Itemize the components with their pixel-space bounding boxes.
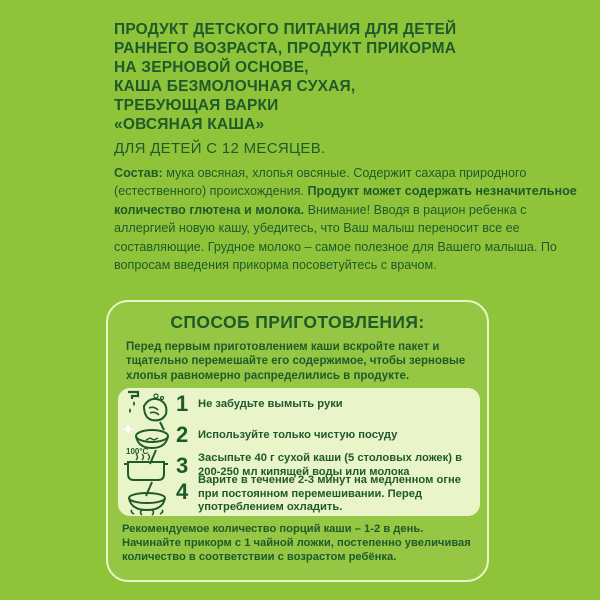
cooking-pot-icon	[122, 480, 172, 520]
boiling-pot-icon	[122, 446, 172, 482]
composition-ingredients: мука овсяная, хлопья овсяные. Содержит сахара природного (естественного) происхождения.	[114, 166, 527, 199]
preparation-heading: СПОСОБ ПРИГОТОВЛЕНИЯ:	[170, 312, 425, 332]
composition-label: Состав:	[114, 166, 163, 180]
step-number: 2	[176, 422, 189, 447]
recommendation-text: Рекомендуемое количество порций каши – 1-2 в день. Начинайте прикорм с 1 чайной ложки, постепенно увеличивая количество в соответствии с возрастом ребёнка.	[122, 523, 471, 564]
composition-warning: Продукт может содержать незначительное количество глютена и молока.	[114, 184, 577, 217]
title-line: КАША БЕЗМОЛОЧНАЯ СУХАЯ,	[114, 78, 356, 95]
step-number: 3	[176, 453, 189, 478]
title-line: НА ЗЕРНОВОЙ ОСНОВЕ,	[114, 59, 309, 76]
product-title	[114, 20, 584, 134]
step-text: Засыпьте 40 г сухой каши (5 столовых ложек) в 200-250 мл кипящей воды или молока	[198, 452, 462, 478]
title-line: РАННЕГО ВОЗРАСТА, ПРОДУКТ ПРИКОРМА	[114, 40, 457, 57]
preparation-panel	[106, 300, 489, 582]
composition-advice: Внимание! Вводя в рацион ребенка с аллергией новую кашу, убедитесь, что Ваш малыш переносит все ее составляющие. Грудное молоко – самое полезное для Вашего малыша. По вопросам введения прикорма посоветуйтесь с врачом.	[114, 202, 557, 273]
step-number: 1	[176, 391, 189, 416]
product-header	[114, 20, 584, 274]
step-text: Не забудьте вымыть руки	[198, 398, 343, 410]
step-text: Варите в течение 2-3 минут на медленном огне при постоянном перемешивании. Перед употреблением охладить.	[198, 474, 461, 513]
preparation-intro: Перед первым приготовлением каши вскройте пакет и тщательно перемешайте его содержимое, чтобы зерновые хлопья равномерно распределились в продукте.	[126, 341, 466, 382]
title-line: ПРОДУКТ ДЕТСКОГО ПИТАНИЯ ДЛЯ ДЕТЕЙ	[114, 21, 457, 38]
title-line: «ОВСЯНАЯ КАША»	[114, 116, 265, 133]
title-line: ТРЕБУЮЩАЯ ВАРКИ	[114, 97, 279, 114]
composition-text	[114, 164, 584, 274]
steps-box	[118, 388, 480, 516]
age-label: ДЛЯ ДЕТЕЙ С 12 МЕСЯЦЕВ.	[114, 140, 326, 157]
step-number: 4	[176, 479, 189, 504]
temperature-label: 100°C	[126, 447, 149, 456]
step-text: Используйте только чистую посуду	[198, 429, 398, 441]
